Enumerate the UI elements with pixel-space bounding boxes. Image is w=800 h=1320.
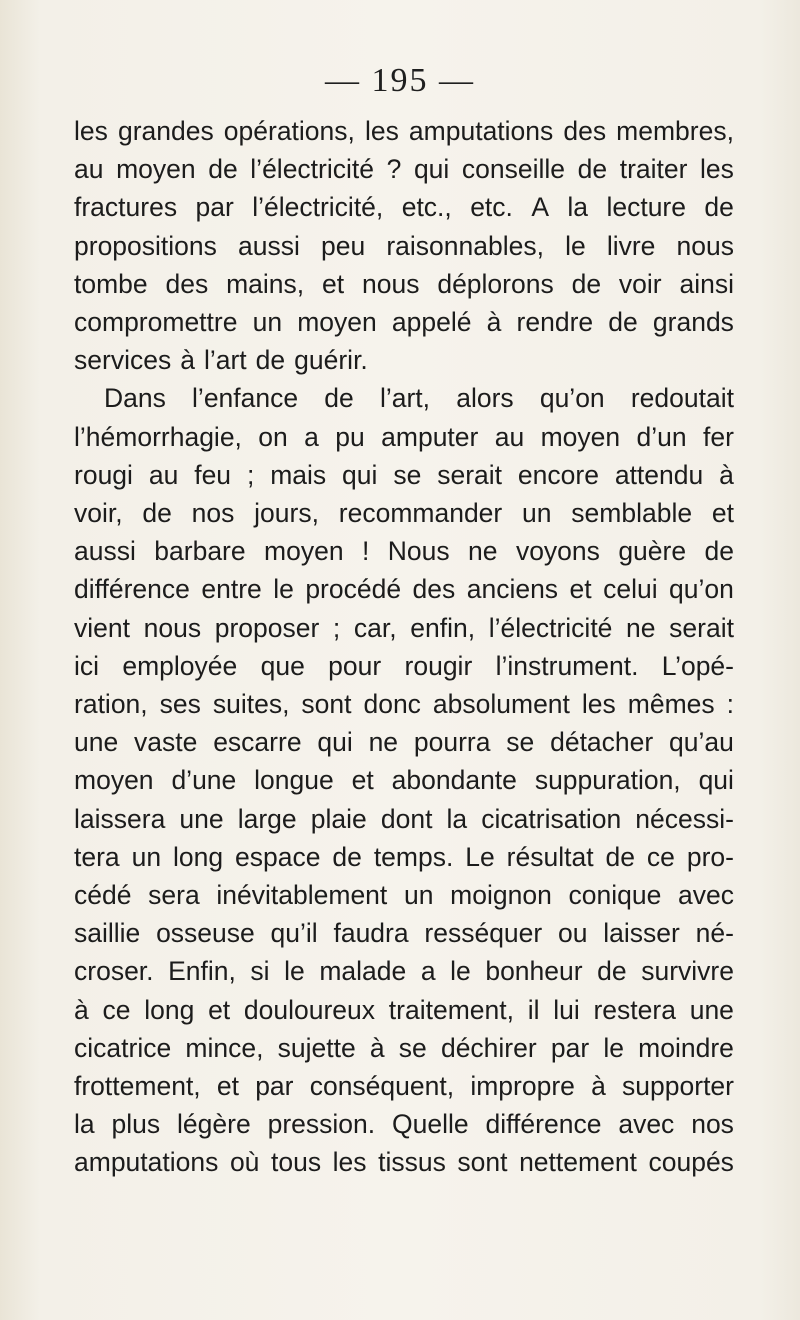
page-number: — 195 — bbox=[325, 62, 475, 99]
paragraph-start-line: Dans l’enfance de l’art, alors qu’on redoutait bbox=[104, 383, 734, 414]
text-line: services à l’art de guérir. bbox=[74, 345, 368, 376]
text-line: compromettre un moyen appelé à rendre de grands bbox=[74, 307, 734, 338]
text-line: tera un long espace de temps. Le résultat de ce pro- bbox=[74, 841, 734, 872]
text-line: au moyen de l’électricité ? qui conseille de traiter les bbox=[74, 154, 734, 185]
text-line: fractures par l’électricité, etc., etc. A la lecture de bbox=[74, 192, 734, 223]
text-line: croser. Enfin, si le malade a le bonheur de survivre bbox=[74, 956, 734, 987]
text-line: frottement, et par conséquent, impropre à supporter bbox=[74, 1071, 734, 1102]
text-line: aussi barbare moyen ! Nous ne voyons guère de bbox=[74, 536, 734, 567]
text-line: voir, de nos jours, recommander un semblable et bbox=[74, 498, 734, 529]
text-line: une vaste escarre qui ne pourra se détacher qu’au bbox=[74, 727, 734, 758]
text-line: propositions aussi peu raisonnables, le livre nous bbox=[74, 230, 734, 261]
text-line: amputations où tous les tissus sont nettement coupés bbox=[74, 1147, 734, 1178]
text-line: différence entre le procédé des anciens et celui qu’on bbox=[74, 574, 734, 605]
text-line: laissera une large plaie dont la cicatrisation nécessi- bbox=[74, 803, 734, 834]
body-text bbox=[74, 112, 734, 1182]
text-line: saillie osseuse qu’il faudra resséquer ou laisser né- bbox=[74, 918, 734, 949]
text-line: rougi au feu ; mais qui se serait encore attendu à bbox=[74, 459, 734, 490]
text-line: tombe des mains, et nous déplorons de voir ainsi bbox=[74, 268, 734, 299]
text-line: cédé sera inévitablement un moignon conique avec bbox=[74, 880, 734, 911]
text-line: à ce long et douloureux traitement, il lui restera une bbox=[74, 994, 734, 1025]
text-line: cicatrice mince, sujette à se déchirer par le moindre bbox=[74, 1032, 734, 1063]
text-line: moyen d’une longue et abondante suppuration, qui bbox=[74, 765, 734, 796]
text-line: ration, ses suites, sont donc absolument les mêmes : bbox=[74, 689, 734, 720]
text-line: l’hémorrhagie, on a pu amputer au moyen d’un fer bbox=[74, 421, 734, 452]
text-line: vient nous proposer ; car, enfin, l’électricité ne serait bbox=[74, 612, 734, 643]
text-line: ici employée que pour rougir l’instrument. L’opé- bbox=[74, 650, 734, 681]
text-line: les grandes opérations, les amputations des membres, bbox=[74, 116, 734, 146]
text-line: la plus légère pression. Quelle différence avec nos bbox=[74, 1109, 734, 1140]
